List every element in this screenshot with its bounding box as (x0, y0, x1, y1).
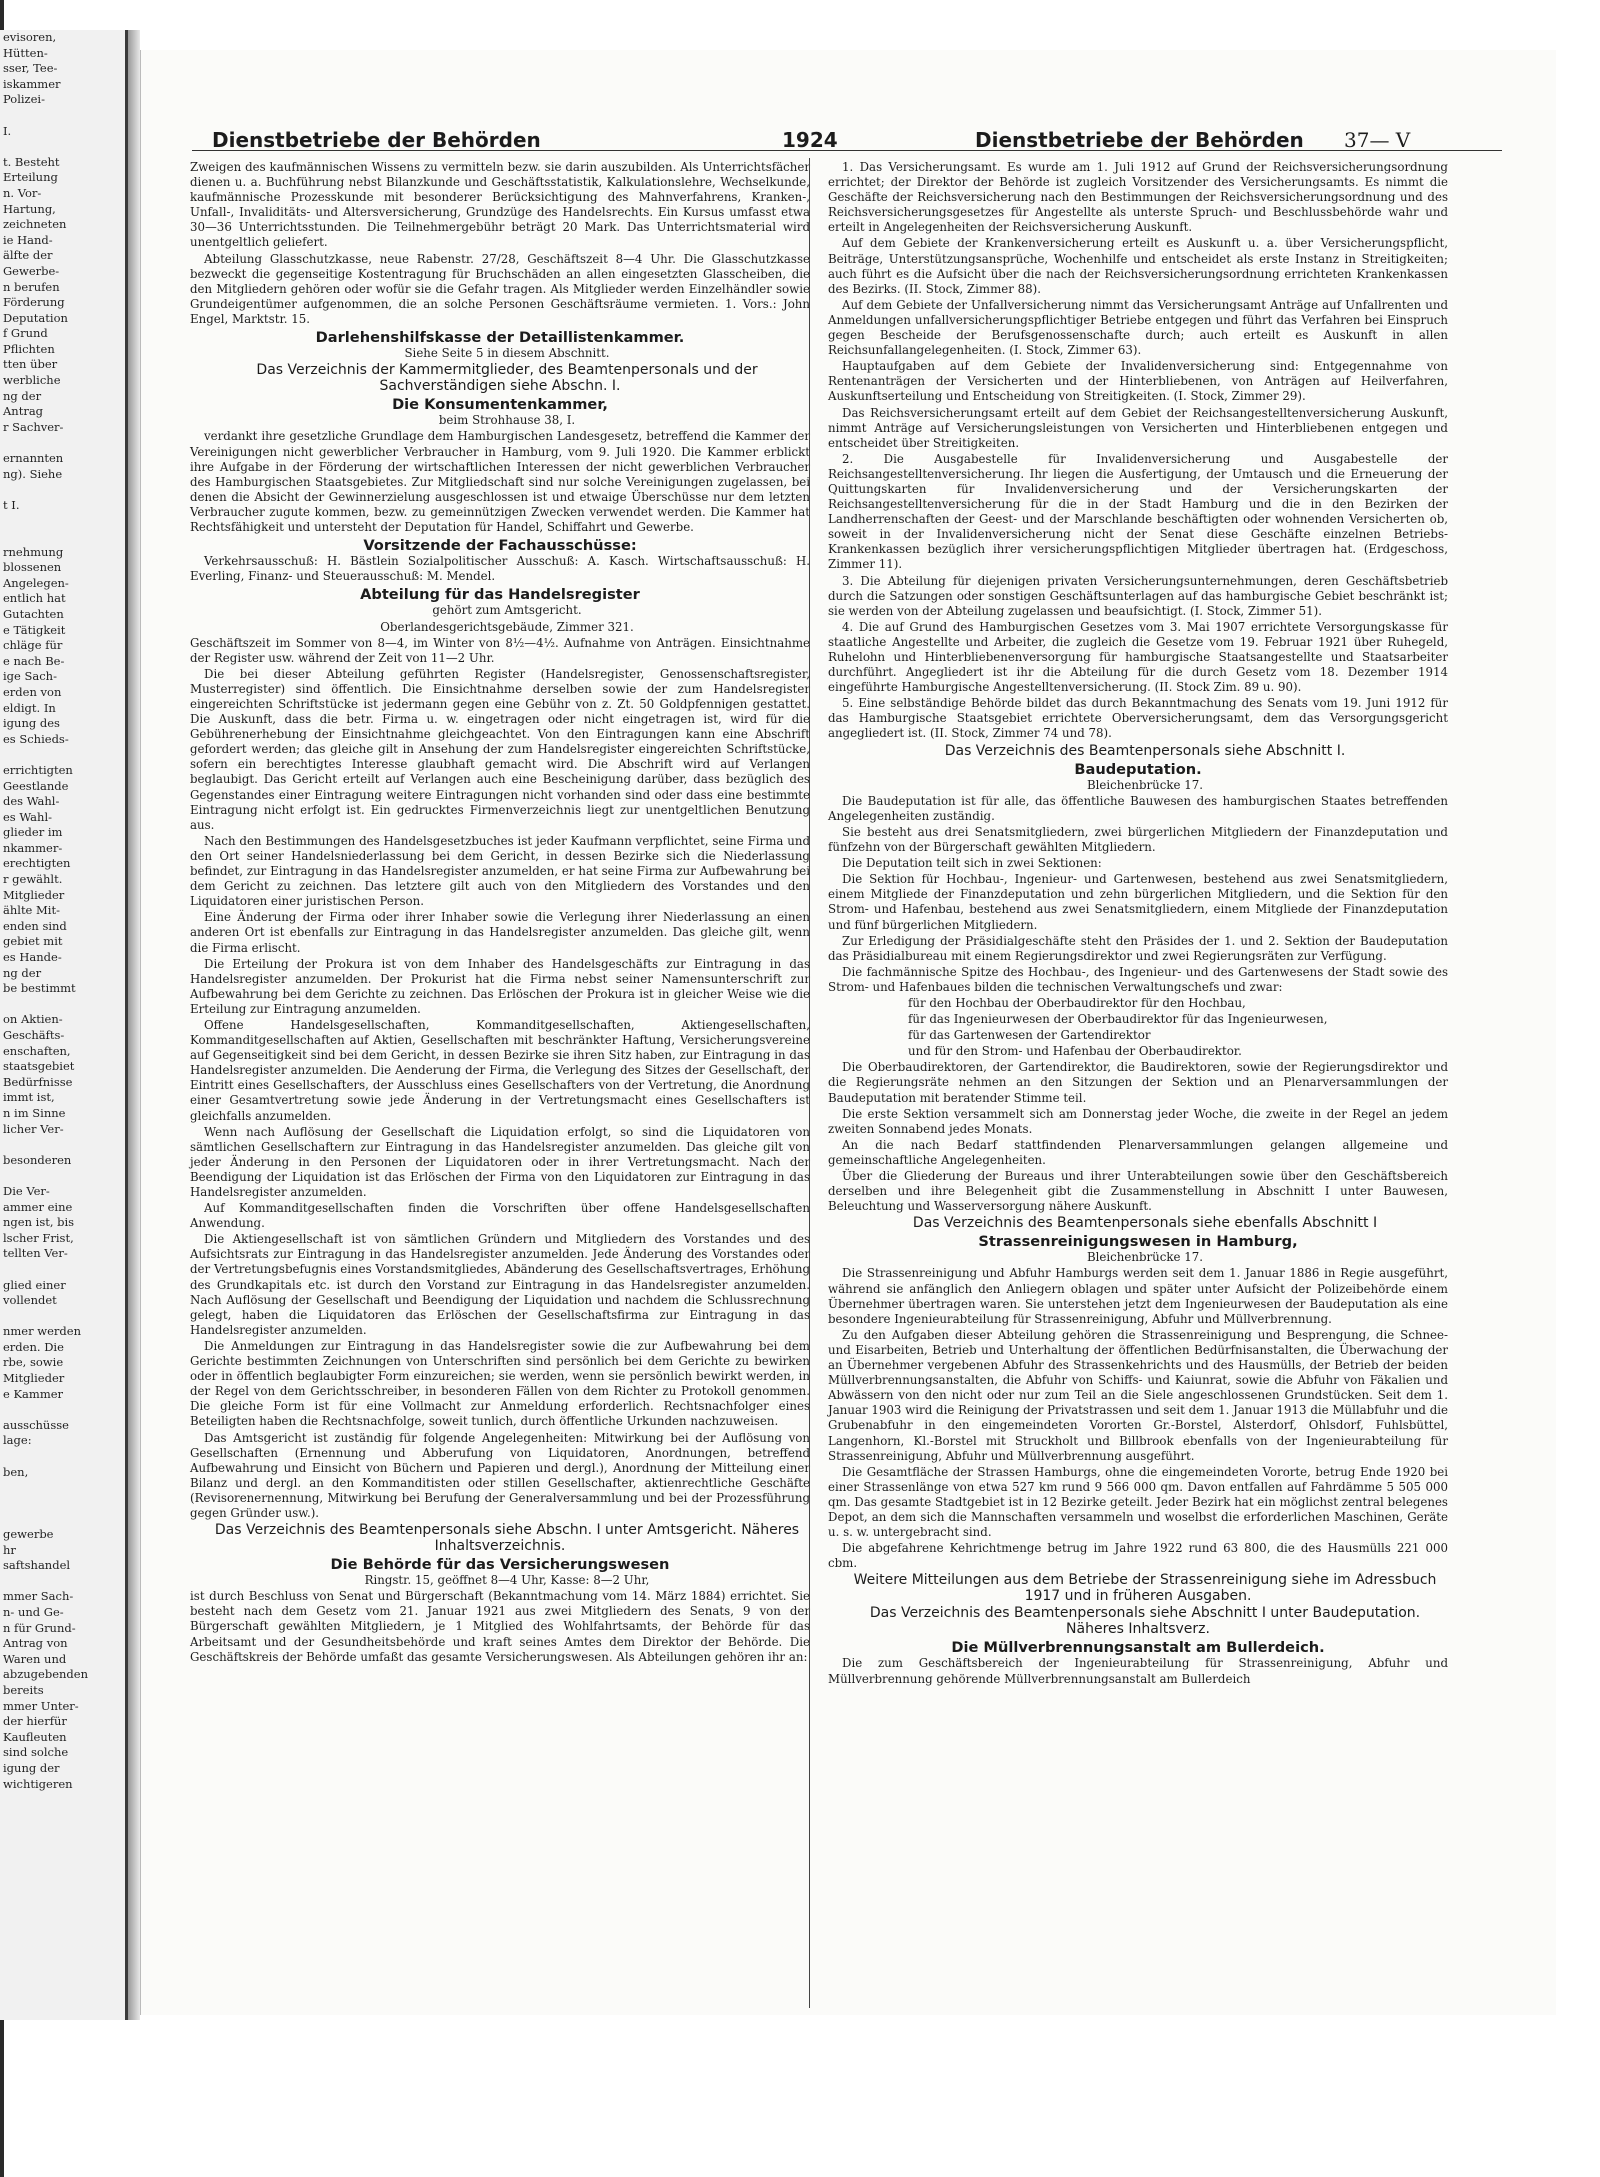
prev-page-line: sser, Tee- (3, 61, 58, 76)
prev-page-line: erden von (3, 684, 62, 699)
prev-page-line: r Sachver- (3, 419, 64, 434)
prev-page-line: bereits (3, 1682, 44, 1697)
list-item: und für den Strom- und Hafenbau der Oberbaudirektor. (908, 1044, 1242, 1059)
body-paragraph: Zur Erledigung der Präsidialgeschäfte steht den Präsides der 1. und 2. Sektion der Baudeputation das Präsidialbureau mit einem Regierungsdirektor und zwei Regierungsräten zur Verfügung. (828, 933, 1448, 963)
prev-page-line: Die Ver- (3, 1183, 50, 1198)
prev-page-line: gewerbe (3, 1527, 54, 1541)
prev-page-line: Gewerbe- (3, 263, 60, 278)
prev-page-line: erechtigten (3, 856, 71, 871)
prev-page-line (0, 108, 125, 124)
prev-page-line: n berufen (3, 279, 60, 294)
prev-page-line: staatsgebiet (3, 1059, 75, 1074)
prev-page-line: ählte Mit- (3, 903, 60, 918)
prev-page-line: Deputation (3, 310, 68, 325)
body-paragraph: ist durch Beschluss von Senat und Bürgerschaft (Bekanntmachung vom 14. März 1884) errichtet. Sie besteht nach dem Gesetz vom 21. Januar 1921 aus zwei Mitgliedern des Senats, 9 von der Bürgerschaft gewählten Mitgliedern, je 1 Mitglied des Wohlfahrtsamts, der Behörde für das Arbeitsamt und der Gesundheitsbehörde und kraft seines Amtes dem Direktor der Behörde. Die Geschäftskreis der Behörde umfaßt das gesamte Versicherungswesen. Als Abteilungen gehören ihr an: (190, 1589, 810, 1664)
prev-page-line: nkammer- (3, 840, 63, 855)
prev-page-line: igung des (3, 716, 60, 731)
prev-page-line: ie Hand- (3, 232, 53, 247)
prev-page-line (0, 1262, 125, 1278)
prev-page-line: chläge für (3, 638, 63, 653)
body-paragraph: Die Aktiengesellschaft ist von sämtlichen Gründern und Mitgliedern des Vorstandes und des Aufsichtsrats zur Eintragung in das Handelsregister anzumelden. Jede Änderung des Vorstandes oder der Vertretungsbefugnis eines Vorstandsmitgliedes, Abänderung des Gesellschaftsvertrages, Erhöhung des Grundkapitals etc. ist durch den Vorstand zur Eintragung in das Handelsregister anzumelden. Nach Auflösung der Gesellschaft und Beendigung der Liquidation und nachdem die Schlussrechnung gelegt, haben die Liquidatoren das Erlöschen der Gesellschaftsfirma zur Eintragung in das Handelsregister anzumelden. (190, 1232, 810, 1337)
prev-page-line: mmer Sach- (3, 1589, 74, 1604)
body-paragraph: Die Anmeldungen zur Eintragung in das Handelsregister sowie die zur Aufbewahrung bei dem Gerichte bestimmten Zeichnungen von Unterschriften sind persönlich bei dem Gerichte zu bewirken oder in öffentlich beglaubigter Form einzureichen; sie werden, wenn sie persönlich bewirkt werden, in der Regel von dem Gerichtsschreiber, in besonderen Fällen von dem Richter zu Protokoll genommen. Die gleiche Form ist für eine Vollmacht zur Anmeldung erforderlich. Rechtsnachfolger eines Beteiligten haben die Rechtsnachfolge, soweit tunlich, durch öffentliche Urkunden nachzuweisen. (190, 1338, 810, 1429)
cross-reference-note: Das Verzeichnis des Beamtenpersonals siehe Abschnitt I unter Baudeputation. Näheres Inhaltsverz. (869, 1605, 1421, 1638)
body-paragraph: Die Erteilung der Prokura ist von dem Inhaber des Handelsgeschäfts zur Eintragung in das Handelsregister anzumelden. Der Prokurist hat die Firma nebst seiner Namensunterschrift zur Aufbewahrung bei dem Gerichte zu zeichnen. Das Erlöschen der Prokura ist in gleicher Weise wie die Erteilung zur Eintragung anzumelden. (190, 956, 810, 1016)
list-item: für das Ingenieurwesen der Oberbaudirektor für das Ingenieurwesen, (908, 1012, 1328, 1027)
body-paragraph: Über die Gliederung der Bureaus und ihrer Unterabteilungen sowie über den Geschäftsbereich derselben und ihre Belegenheit gibt die Zusammenstellung in Abschnitt I unter Bauwesen, Beleuchtung und Wasserversorgung nähere Auskunft. (828, 1169, 1448, 1214)
prev-page-line: on Aktien- (3, 1012, 63, 1027)
prev-page-line (0, 1574, 125, 1590)
section-heading: Vorsitzende der Fachausschüsse: (363, 537, 637, 555)
prev-page-line: ng). Siehe (3, 466, 63, 481)
section-heading: Strassenreinigungswesen in Hamburg, (978, 1233, 1298, 1251)
body-paragraph: An die nach Bedarf stattfindenden Plenarversammlungen gelangen allgemeine und gemeinschaftliche Angelegenheiten. (828, 1137, 1448, 1167)
address-line: gehört zum Amtsgericht. (432, 603, 582, 618)
prev-page-line (0, 1480, 125, 1496)
body-paragraph: Das Amtsgericht ist zuständig für folgende Angelegenheiten: Mitwirkung bei der Auflösung von Gesellschaften (Ernennung und Abberufung von Liquidatoren, Anordnungen, betreffend Aufbewahrung und Einsicht von Büchern und Papieren und dergl.), Anordnung der Mitteilung einer Bilanz und dergl. an den Kommanditisten oder stillen Gesellschafter, aktienrechtliche Geschäfte (Revisorenernennung, Mitwirkung bei Berufung der Generalversammlung und bei der Prozessführung gegen Gründer usw.). (190, 1430, 810, 1520)
prev-page-line: tten über (3, 357, 58, 372)
prev-page-line: Geschäfts- (3, 1028, 65, 1042)
prev-page-line (0, 1511, 125, 1527)
prev-page-line: eldigt. In (3, 700, 56, 715)
body-paragraph: Die Sektion für Hochbau-, Ingenieur- und Gartenwesen, bestehend aus zwei Senatsmitgliedern, einem Mitgliede der Finanzdeputation und zehn bürgerlichen Mitgliedern, und die Sektion für den Strom- und Hafenbau, bestehend aus zwei Senatsmitgliedern, einem Mitgliede der Finanzdeputation und fünf bürgerlichen Mitgliedern. (828, 872, 1448, 932)
body-paragraph: Abteilung Glasschutzkasse, neue Rabenstr. 27/28, Geschäftszeit 8—4 Uhr. Die Glasschutzkasse bezweckt die gegenseitige Kostentragung für Bruchschäden an allen eingesetzten Glasscheiben, die den Mitgliedern gehören oder wofür sie die Gefahr tragen. Als Mitglieder werden Einzelhändler sowie Grundeigentümer aufgenommen, die an solche Personen Geschäftsräume vermieten. 1. Vors.: John Engel, Marktstr. 15. (190, 251, 810, 326)
prev-page-line: licher Ver- (3, 1121, 64, 1136)
prev-page-line: enden sind (3, 918, 67, 933)
prev-page-line: Erteilung (3, 170, 58, 185)
address-line: Bleichenbrücke 17. (1086, 777, 1204, 792)
gutter-shadow (128, 30, 140, 2020)
prev-page-line: besonderen (3, 1152, 72, 1167)
prev-page-line: älfte der (3, 248, 53, 263)
body-paragraph: Die Baudeputation ist für alle, das öffentliche Bauwesen des hamburgischen Staates betreffenden Angelegenheiten zuständig. (828, 793, 1448, 823)
prev-page-line (0, 1449, 125, 1465)
prev-page-line: entlich hat (3, 591, 66, 606)
body-paragraph: Auf dem Gebiete der Unfallversicherung nimmt das Versicherungsamt Anträge auf Unfallrenten und Anmeldungen unfallversicherungspflichtiger Betriebe entgegen und führt das Verfahren bei Einspruch gegen Bescheide der Berufsgenossenschafte durch; auch erteilt es Auskunft in allen Reichsunfallangelegenheiten. (I. Stock, Zimmer 63). (828, 297, 1448, 358)
section-heading: Die Konsumentenkammer, (392, 396, 608, 414)
prev-page-line (0, 1402, 125, 1418)
prev-page-line: Waren und (3, 1651, 67, 1666)
body-paragraph: Die abgefahrene Kehrichtmenge betrug im Jahre 1922 rund 63 800, die des Hausmülls 221 000 cbm. (828, 1541, 1448, 1571)
cross-reference-note: Das Verzeichnis des Beamtenpersonals siehe Abschnitt I. (944, 742, 1346, 759)
prev-page-line: I. (3, 123, 12, 138)
prev-page-line (0, 997, 125, 1013)
previous-page-fragment (0, 30, 128, 2020)
prev-page-line: Förderung (3, 295, 65, 310)
running-head-right: Dienstbetriebe der Behörden (975, 128, 1304, 152)
prev-page-line: ausschüsse (3, 1417, 69, 1432)
prev-page-line: gebiet mit (3, 934, 63, 949)
prev-page-line: Hütten- (3, 45, 48, 60)
prev-page-line: lscher Frist, (3, 1230, 74, 1245)
prev-page-line: e Kammer (3, 1386, 64, 1401)
prev-page-line: mmer Unter- (3, 1698, 79, 1713)
prev-page-line: iskammer (3, 76, 61, 91)
address-line: Bleichenbrücke 17. (1086, 1250, 1204, 1265)
prev-page-line: ben, (3, 1464, 29, 1479)
body-paragraph: Die zum Geschäftsbereich der Ingenieurabteilung für Strassenreinigung, Abfuhr und Müllverbrennung gehörende Müllverbrennungsanstalt am Bullerdeich (828, 1656, 1448, 1686)
prev-page-line: ammer eine (3, 1199, 73, 1214)
prev-page-line: Hartung, (3, 201, 56, 216)
prev-page-line: Geestlande (3, 778, 69, 793)
body-paragraph: 5. Eine selbständige Behörde bildet das durch Bekanntmachung des Senats vom 19. Juni 1912 für das Hamburgische Staatsgebiet errichtete Oberversicherungsamt, dem das Versorgungsgericht angegliedert ist. (II. Stock, Zimmer 74 und 78). (828, 696, 1448, 741)
cross-reference-note: Das Verzeichnis des Beamtenpersonals siehe Abschn. I unter Amtsgericht. Näheres Inhaltsverzeichnis. (214, 1522, 800, 1555)
running-head (0, 68, 1600, 152)
section-heading: Darlehenshilfskasse der Detaillistenkammer. (315, 329, 685, 347)
prev-page-line: t. Besteht (3, 154, 60, 169)
prev-page-line: tellten Ver- (3, 1246, 68, 1261)
prev-page-line: Antrag (3, 404, 44, 419)
body-paragraph: Eine Änderung der Firma oder ihrer Inhaber sowie die Verlegung ihrer Niederlassung an einen anderen Ort ist ebenfalls zur Eintragung in das Handelsregister anzumelden. Das gleiche gilt, wenn die Firma erlischt. (190, 910, 810, 955)
prev-page-line: der hierfür (3, 1714, 67, 1729)
list-item: für den Hochbau der Oberbaudirektor für den Hochbau, (908, 995, 1246, 1010)
prev-page-line: Mitglieder (3, 1371, 65, 1386)
body-paragraph: Die bei dieser Abteilung geführten Register (Handelsregister, Genossenschaftsregister, Musterregister) sind öffentlich. Die Einsichtnahme derselben sowie der zum Handelsregister eingereichten Schriftstücke ist jedermann gegen eine Gebühr von z. Zt. 50 Goldpfennigen gestattet. Die Auskunft, dass die betr. Firma u. w. eingetragen oder nicht eingetragen ist, wird für die Gebührenerhebung der Einsichtnahme gleichgeachtet. Von den Eintragungen kann eine Abschrift gefordert werden; das gleiche gilt in Ansehung der zum Handelsregister eingereichten Schriftstücke, sofern ein berechtigtes Interesse glaubhaft gemacht wird. Die Abschrift wird auf Verlangen beglaubigt. Das Gericht erteilt auf Verlangen auch eine Bescheinigung darüber, dass bezüglich des Gegenstandes einer Eintragung weitere Eintragungen nicht vorhanden sind oder dass eine bestimmte Eintragung nicht erfolgt ist. Ein gedrucktes Firmenverzeichnis liegt zur unentgeltlichen Benutzung aus. (190, 666, 810, 832)
body-paragraph: Die fachmännische Spitze des Hochbau-, des Ingenieur- und des Gartenwesens der Stadt sowie des Strom- und Hafenbaues bilden die technischen Verwaltungschefs und zwar: (828, 964, 1448, 994)
address-line: Ringstr. 15, geöffnet 8—4 Uhr, Kasse: 8—2 Uhr, (364, 1573, 650, 1588)
prev-page-line: rnehmung (3, 544, 64, 559)
cross-reference-note: Das Verzeichnis des Beamtenpersonals siehe ebenfalls Abschnitt I (912, 1215, 1378, 1232)
body-paragraph: Offene Handelsgesellschaften, Kommanditgesellschaften, Aktiengesellschaften, Kommanditgesellschaften auf Aktien, Gesellschaften mit beschränkter Haftung, Versicherungsvereine auf Gegenseitigkeit sind bei dem Gericht, in dessen Bezirke sie ihren Sitz haben, zur Eintragung in das Handelsregister anzumelden. Die Aenderung der Firma, die Verlegung des Sitzes der Gesellschaft, der Eintritt eines Gesellschafters, der Ausschluss eines Gesellschafters von der Vertretung, die Anordnung einer Gesamtvertretung sowie jede Änderung in der Vertretungsmacht eines Gesellschafters ist gleichfalls anzumelden. (190, 1017, 810, 1123)
prev-page-line: vollendet (3, 1293, 57, 1308)
prev-page-line: glied einer (3, 1277, 66, 1292)
prev-page-line: ige Sach- (3, 669, 57, 684)
prev-page-line: Polizei- (3, 92, 45, 107)
prev-page-line: rbe, sowie (3, 1355, 64, 1370)
body-paragraph: Zweigen des kaufmännischen Wissens zu vermitteln bezw. sie darin auszubilden. Als Unterrichtsfächer dienen u. a. Buchführung nebst Bilanzkunde und Geschäftsstatistik, Kalkulationslehre, Wechselkunde, kaufmännische Prozesskunde mit besonderer Berücksichtigung des Mahnverfahrens, Kranken-, Unfall-, Invaliditäts- und Altersversicherung, Grundzüge des Handelsrechts. Ein Kursus umfasst etwa 30—36 Unterrichtsstunden. Die Teilnehmergebühr beträgt 20 Mark. Das Unterrichtsmaterial wird unentgeltlich geliefert. (190, 160, 810, 250)
prev-page-line (0, 435, 125, 451)
prev-page-line: Angelegen- (3, 575, 69, 590)
prev-page-line: n im Sinne (3, 1105, 66, 1120)
prev-page-line (0, 747, 125, 763)
prev-page-line: n- und Ge- (3, 1604, 64, 1619)
prev-page-line: immt ist, (3, 1090, 55, 1105)
address-line: Oberlandesgerichtsgebäude, Zimmer 321. (380, 619, 634, 634)
body-paragraph: Die Deputation teilt sich in zwei Sektionen: (842, 856, 1102, 871)
prev-page-line: r gewählt. (3, 872, 63, 887)
prev-page-line: ng der (3, 965, 42, 980)
prev-page-line: es Schieds- (3, 731, 69, 746)
running-head-left: Dienstbetriebe der Behörden (212, 128, 541, 152)
prev-page-line: ng der (3, 388, 42, 403)
prev-page-line: ngen ist, bis (3, 1215, 75, 1230)
prev-page-line: ernannten (3, 451, 64, 466)
body-paragraph: verdankt ihre gesetzliche Grundlage dem Hamburgischen Landesgesetz, betreffend die Kammer der Vereinigungen nicht gewerblicher Verbraucher in Hamburg, vom 9. Juli 1920. Die Kammer erblickt ihre Aufgabe in der Förderung der wirtschaftlichen Interessen der nicht gewerblichen Verbraucher des Hamburgischen Staatsgebietes. Zur Mitgliedschaft sind nur solche Vereinigungen zugelassen, bei denen die Absicht der Gewinnerzielung ausgeschlossen ist und etwaige Überschüsse nur dem letzten Verbraucher zugute kommen, bezw. zu gemeinnützigen Zwecken verwendet werden. Die Kammer hat Rechtsfähigkeit und untersteht der Deputation für Handel, Schiffahrt und Gewerbe. (190, 429, 810, 534)
column-rule (809, 158, 810, 2008)
prev-page-line: e Tätigkeit (3, 622, 66, 637)
prev-page-line: Kaufleuten (3, 1729, 67, 1744)
body-paragraph: 4. Die auf Grund des Hamburgischen Gesetzes vom 3. Mai 1907 errichtete Versorgungskasse für staatliche Angestellte und Arbeiter, die zugleich die Gesetze vom 19. Februar 1921 über Ruhegeld, Ruhelohn und Hinterbliebenenversorgung für hamburgische Staatsangestellte und Staatsarbeiter durchführt. Angegliedert ist ihr die Abteilung für die durch Gesetz vom 18. Dezember 1914 eingeführte Hamburgische Angestelltenversicherung. (II. Stock Zim. 89 u. 90). (828, 619, 1448, 695)
body-paragraph: Die Gesamtfläche der Strassen Hamburgs, ohne die eingemeindeten Vororte, betrug Ende 1920 bei einer Strassenlänge von etwa 527 km rund 9 566 000 qm. Davon entfallen auf Fahrdämme 5 505 000 qm. Das gesamte Stadtgebiet ist in 12 Bezirke geteilt. Jeder Bezirk hat ein möglichst zentral belegenes Depot, an dem sich die Mannschaften versammeln und woselbst die erforderlichen Maschinen, Geräte u. s. w. untergebracht sind. (828, 1464, 1448, 1540)
cross-reference-note: Weitere Mitteilungen aus dem Betriebe der Strassenreinigung siehe im Adressbuch 1917 und in früheren Ausgaben. (853, 1572, 1437, 1605)
prev-page-line: n für Grund- (3, 1620, 76, 1635)
prev-page-line (0, 1496, 125, 1512)
body-paragraph: Hauptaufgaben auf dem Gebiete der Invalidenversicherung sind: Entgegennahme von Rentenanträgen der Versicherten und der Hinterbliebenen, von Anträgen auf Heilverfahren, Auskunftserteilung und Entscheidung von Streitigkeiten. (I. Stock, Zimmer 29). (828, 359, 1448, 404)
prev-page-line (0, 1309, 125, 1325)
body-paragraph: Verkehrsausschuß: H. Bästlein Sozialpolitischer Ausschuß: A. Kasch. Wirtschaftsausschuß: H. Everling, Finanz- und Steuerausschuß: M. Mendel. (190, 554, 810, 584)
list-item: für das Gartenwesen der Gartendirektor (908, 1028, 1151, 1043)
prev-page-line: saftshandel (3, 1558, 71, 1573)
running-head-year: 1924 (782, 128, 838, 152)
prev-page-line (0, 513, 125, 529)
prev-page-line: es Hande- (3, 950, 62, 965)
section-heading: Die Behörde für das Versicherungswesen (330, 1556, 670, 1574)
prev-page-line: zeichneten (3, 217, 67, 232)
prev-page-line: evisoren, (3, 30, 57, 44)
left-column (190, 160, 810, 1666)
section-heading: Baudeputation. (1074, 760, 1202, 778)
prev-page-line: be bestimmt (3, 981, 76, 996)
prev-page-line: f Grund (3, 326, 48, 341)
prev-page-line (0, 139, 125, 155)
body-paragraph: Das Reichsversicherungsamt erteilt auf dem Gebiet der Reichsangestelltenversicherung Auskunft, nimmt Anträge auf Versicherungsleistungen von Versicherten und Hinterbliebenen entgegen und entscheidet über Streitigkeiten. (828, 405, 1448, 450)
page-number: 37— V (1344, 128, 1411, 152)
section-heading: Die Müllverbrennungsanstalt am Bullerdeich. (951, 1639, 1325, 1657)
body-paragraph: Zu den Aufgaben dieser Abteilung gehören die Strassenreinigung und Besprengung, die Schnee- und Eisarbeiten, Betrieb und Unterhaltung der öffentlichen Bedürfnisanstalten, die Überwachung der an Übernehmer vergebenen Abfuhr des Strassenkehrichts und des Hausmülls, der Betrieb der beiden Müllverbrennungsanstalten, die Abfuhr von Schiffs- und Kaiunrat, sowie die Abfuhr von Fäkalien und Abwässern von den nicht oder nur zum Teil an die Siele angeschlossenen Grundstücken. Seit dem 1. Januar 1903 wird die Reinigung der Privatstrassen und seit dem 1. Januar 1913 die Müllabfuhr und die Grubenabfuhr in den eingemeindeten Vororten Gr.-Borstel, Alsterdorf, Ohlsdorf, Fuhlsbüttel, Langenhorn, Kl.-Borstel mit Struckholt und Billbrook ebenfalls von der Ingenieurabteilung für Strassenreinigung, Abfuhr und Müllverbrennung ausgeführt. (828, 1327, 1448, 1463)
prev-page-line: blossenen (3, 560, 62, 575)
prev-page-line: sind solche (3, 1745, 69, 1760)
header-rule (192, 150, 1502, 151)
prev-page-line: nmer werden (3, 1324, 81, 1339)
prev-page-line: glieder im (3, 825, 63, 840)
prev-page-line (0, 1137, 125, 1153)
prev-page-line: es Wahl- (3, 809, 53, 824)
prev-page-line: enschaften, (3, 1043, 71, 1058)
prev-page-line: werbliche (3, 373, 61, 388)
body-paragraph: Auf dem Gebiete der Krankenversicherung erteilt es Auskunft u. a. über Versicherungspflicht, Beiträge, Unterstützungsansprüche, Wochenhilfe und entscheidet als erste Instanz in Streitigkeiten; auch führt es die Aufsicht über die nach der Reichsversicherungsordnung errichteten Krankenkassen des Bezirks. (II. Stock, Zimmer 88). (828, 236, 1448, 296)
prev-page-line: hr (3, 1542, 16, 1557)
prev-page-line: erden. Die (3, 1339, 64, 1354)
prev-page-line: lage: (3, 1433, 32, 1448)
cross-reference-note: Das Verzeichnis der Kammermitglieder, des Beamtenpersonals und der Sachverständigen siehe Abschn. I. (256, 362, 758, 395)
address-line: beim Strohhause 38, I. (438, 413, 576, 428)
prev-page-line: errichtigten (3, 762, 73, 777)
prev-page-line: igung der (3, 1760, 60, 1775)
body-paragraph: Die erste Sektion versammelt sich am Donnerstag jeder Woche, die zweite in der Regel an jedem zweiten Sonnabend jedes Monats. (828, 1106, 1448, 1136)
prev-page-line: Mitglieder (3, 887, 65, 902)
body-paragraph: Die Oberbaudirektoren, der Gartendirektor, die Baudirektoren, sowie der Regierungsdirektor und die Regierungsräte nehmen an den Sitzungen der Sektion und an Plenarversammlungen der Baudeputation mit beratender Stimme teil. (828, 1060, 1448, 1105)
prev-page-line: abzugebenden (3, 1667, 88, 1682)
body-paragraph: Geschäftszeit im Sommer von 8—4, im Winter von 8½—4½. Aufnahme von Anträgen. Einsichtnahme der Register usw. während der Zeit von 11—2 Uhr. (190, 635, 810, 665)
prev-page-line: n. Vor- (3, 185, 42, 200)
right-column (828, 160, 1448, 1688)
body-paragraph: Die Strassenreinigung und Abfuhr Hamburgs werden seit dem 1. Januar 1886 in Regie ausgeführt, während sie anfänglich den Anliegern oblagen und später unter Aufsicht der Polizeibehörde einem Übernehmer übertragen waren. Sie unterstehen jetzt dem Ingenieurwesen der Baudeputation als eine besondere Ingenieurabteilung für Strassenreinigung, Abfuhr und Müllverbrennung. (828, 1266, 1448, 1326)
prev-page-line: e nach Be- (3, 653, 65, 668)
prev-page-line (0, 529, 125, 545)
prev-page-line: Antrag von (3, 1636, 68, 1651)
prev-page-line: wichtigeren (3, 1776, 73, 1791)
body-paragraph: 1. Das Versicherungsamt. Es wurde am 1. Juli 1912 auf Grund der Reichsversicherungsordnung errichtet; der Direktor der Behörde ist zugleich Vorsitzender des Versicherungsamts. Es nimmt die Geschäfte der Reichsversicherung nach den Bestimmungen der Reichsversicherungsordnung und des Reichsversicherungsgesetzes für Angestellte als unterste Spruch- und Beschlussbehörde wahr und erteilt in Angelegenheiten der Reichsversicherung Auskunft. (828, 160, 1448, 235)
prev-page-line: Pflichten (3, 341, 55, 356)
body-paragraph: Nach den Bestimmungen des Handelsgesetzbuches ist jeder Kaufmann verpflichtet, seine Firma und den Ort seiner Handelsniederlassung bei dem Gericht, in dessen Bezirke sich die Niederlassung befindet, zur Eintragung in das Handelsregister anzumelden, er hat seine Firma zur Aufbewahrung bei dem Gericht zu zeichnen. Das letztere gilt auch von den Mitgliedern des Vorstandes und den Liquidatoren einer juristischen Person. (190, 833, 810, 909)
body-paragraph: Sie besteht aus drei Senatsmitgliedern, zwei bürgerlichen Mitgliedern der Finanzdeputation und fünfzehn von der Bürgerschaft gewählten Mitgliedern. (828, 824, 1448, 855)
body-paragraph: Wenn nach Auflösung der Gesellschaft die Liquidation erfolgt, so sind die Liquidatoren von sämtlichen Gesellschaftern zur Eintragung in das Handelsregister anzumelden. Das gleiche gilt von jeder Änderung in den Personen der Liquidatoren oder in ihrer Vertretungsmacht. Nach der Beendigung der Liquidation ist das Erlöschen der Firma von den Liquidatoren zur Eintragung in das Handelsregister anzumelden. (190, 1124, 810, 1199)
section-heading: Abteilung für das Handelsregister (360, 586, 640, 604)
prev-page-line: t I. (3, 497, 20, 512)
prev-page-line: des Wahl- (3, 794, 60, 809)
body-paragraph: Auf Kommanditgesellschaften finden die Vorschriften über offene Handelsgesellschaften Anwendung. (190, 1201, 810, 1231)
body-paragraph: 2. Die Ausgabestelle für Invalidenversicherung und Ausgabestelle der Reichsangestelltenversicherung. Ihr liegen die Ausfertigung, der Umtausch und die Erneuerung der Quittungskarten für Invalidenversicherung und der Versicherungskarten der Reichsangestelltenversicherung für die in der Stadt Hamburg und die in den Bezirken der Landherrenschaften der Geest- und der Marschlande beschäftigten oder wohnenden Versicherten ob, soweit in der Invalidenversicherung nicht der Senat diese Geschäfte einzelnen Betriebs-Krankenkassen bezüglich ihrer versicherungspflichtigen Mitglieder übertragen hat. (Erdgeschoss, Zimmer 11). (828, 451, 1448, 572)
prev-page-line (0, 1168, 125, 1184)
address-line: Siehe Seite 5 in diesem Abschnitt. (404, 346, 610, 361)
body-paragraph: 3. Die Abteilung für diejenigen privaten Versicherungsunternehmungen, deren Geschäftsbetrieb durch die Satzungen oder sonstigen Geschäftsunterlagen auf das hamburgische Gebiet beschränkt ist; sie werden von der Abteilung zugelassen und beaufsichtigt. (I. Stock, Zimmer 51). (828, 573, 1448, 618)
prev-page-line: Bedürfnisse (3, 1074, 73, 1089)
prev-page-line: Gutachten (3, 606, 64, 621)
prev-page-line (0, 482, 125, 498)
